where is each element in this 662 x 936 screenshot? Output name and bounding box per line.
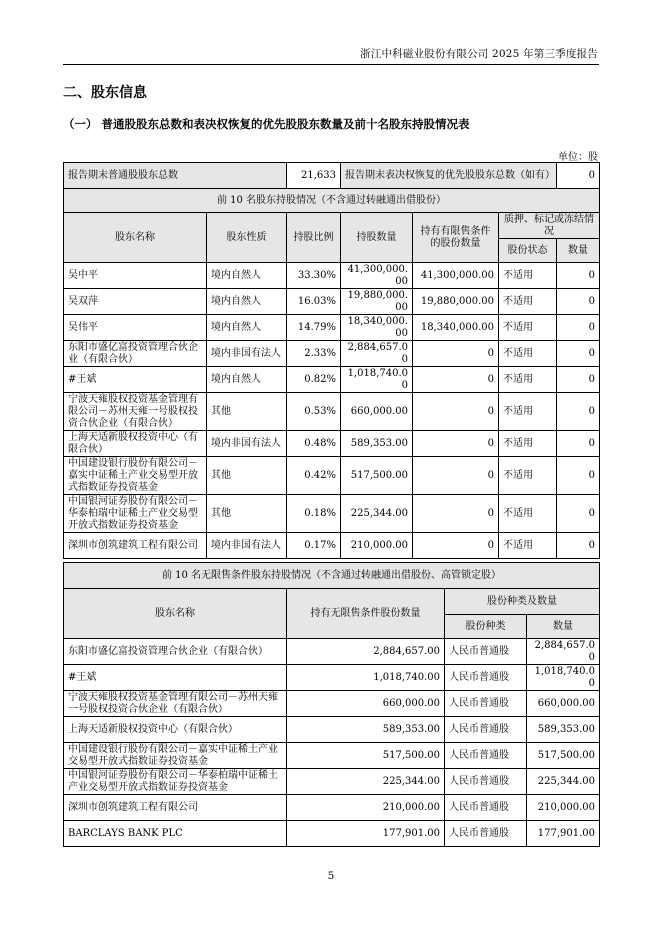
- summary-row: [64, 163, 600, 189]
- pledge-qty: 0: [557, 457, 600, 495]
- top10-header-row: [64, 213, 600, 239]
- report-header: 浙江中科磁业股份有限公司 2025 年第三季度报告: [360, 48, 598, 60]
- restricted-count: 0: [413, 533, 499, 559]
- unrestricted-count: 517,500.00: [287, 743, 445, 769]
- pledge-status: 不适用: [499, 533, 557, 559]
- unrestricted-band: 前 10 名无限售条件股东持股情况（不含通过转融通出借股份、高管锁定股）: [64, 563, 600, 589]
- pledge-qty: 0: [557, 263, 600, 289]
- restricted-count: 0: [413, 367, 499, 393]
- table-row: [64, 639, 600, 665]
- table-row: [64, 457, 600, 495]
- col-header-name: 股东名称: [64, 213, 207, 263]
- unrestricted-header-row: [64, 589, 600, 615]
- shareholder-nature: 境内非国有法人: [207, 533, 287, 559]
- share-qty: 517,500.00: [527, 743, 600, 769]
- holding-count: 1,018,740.00: [341, 367, 413, 393]
- share-qty: 210,000.00: [527, 795, 600, 821]
- common-holders-label: 报告期末普通股股东总数: [64, 163, 287, 189]
- shareholder-name: 中国银河证券股份有限公司－华泰柏瑞中证稀土产业交易型开放式指数证券投资基金: [64, 769, 287, 795]
- shareholder-nature: 境内自然人: [207, 263, 287, 289]
- holding-ratio: 16.03%: [287, 289, 341, 315]
- unrestricted-band-row: [64, 563, 600, 589]
- share-qty: 2,884,657.00: [527, 639, 600, 665]
- pledge-status: 不适用: [499, 393, 557, 431]
- pledge-status: 不适用: [499, 431, 557, 457]
- col-header-type: 股份种类: [445, 615, 527, 639]
- share-type: 人民币普通股: [445, 769, 527, 795]
- holding-ratio: 0.42%: [287, 457, 341, 495]
- unrestricted-shareholders-table: [63, 562, 600, 847]
- shareholder-name: #王斌: [64, 665, 287, 691]
- holding-ratio: 0.82%: [287, 367, 341, 393]
- col-header-status: 股份状态: [499, 239, 557, 263]
- holding-ratio: 0.18%: [287, 495, 341, 533]
- share-type: 人民币普通股: [445, 821, 527, 847]
- table-row: [64, 263, 600, 289]
- table-row: [64, 533, 600, 559]
- table-row: [64, 743, 600, 769]
- pledge-status: 不适用: [499, 495, 557, 533]
- pledge-qty: 0: [557, 315, 600, 341]
- table-row: [64, 367, 600, 393]
- col-header-type-group: 股份种类及数量: [445, 589, 600, 615]
- pledge-status: 不适用: [499, 367, 557, 393]
- shareholder-nature: 境内自然人: [207, 315, 287, 341]
- table-row: [64, 821, 600, 847]
- page-number: 5: [327, 870, 335, 882]
- shareholder-name: 吴中平: [64, 263, 207, 289]
- holding-ratio: 2.33%: [287, 341, 341, 367]
- col-header-name: 股东名称: [64, 589, 287, 639]
- col-header-restricted: 持有有限售条件的股份数量: [413, 213, 499, 263]
- share-type: 人民币普通股: [445, 639, 527, 665]
- shareholder-name: 吴双萍: [64, 289, 207, 315]
- shareholder-name: 宁波天雍股权投资基金管理有限公司－苏州天雍一号股权投资合伙企业（有限合伙）: [64, 691, 287, 717]
- share-type: 人民币普通股: [445, 743, 527, 769]
- shareholder-name: 吴伟平: [64, 315, 207, 341]
- unrestricted-count: 2,884,657.00: [287, 639, 445, 665]
- holding-count: 660,000.00: [341, 393, 413, 431]
- table-row: [64, 717, 600, 743]
- top10-band: 前 10 名股东持股情况（不含通过转融通出借股份）: [64, 189, 600, 213]
- shareholder-name: 东阳市盛亿富投资管理合伙企业（有限合伙）: [64, 341, 207, 367]
- shareholder-nature: 境内非国有法人: [207, 431, 287, 457]
- pledge-qty: 0: [557, 289, 600, 315]
- shareholder-name: 东阳市盛亿富投资管理合伙企业（有限合伙）: [64, 639, 287, 665]
- pledge-qty: 0: [557, 495, 600, 533]
- shareholder-name: 中国建设银行股份有限公司－嘉实中证稀土产业交易型开放式指数证券投资基金: [64, 457, 207, 495]
- section-subtitle: （一） 普通股股东总数和表决权恢复的优先股股东数量及前十名股东持股情况表: [63, 117, 470, 131]
- table-row: [64, 341, 600, 367]
- holding-count: 2,884,657.00: [341, 341, 413, 367]
- pledge-status: 不适用: [499, 457, 557, 495]
- shareholder-nature: 境内非国有法人: [207, 341, 287, 367]
- preferred-holders-label: 报告期末表决权恢复的优先股股东总数（如有）: [341, 163, 557, 189]
- col-header-qty: 数量: [527, 615, 600, 639]
- pledge-status: 不适用: [499, 341, 557, 367]
- holding-ratio: 33.30%: [287, 263, 341, 289]
- holding-ratio: 0.17%: [287, 533, 341, 559]
- unrestricted-count: 1,018,740.00: [287, 665, 445, 691]
- share-qty: 1,018,740.00: [527, 665, 600, 691]
- holding-count: 18,340,000.00: [341, 315, 413, 341]
- share-qty: 225,344.00: [527, 769, 600, 795]
- common-holders-value: 21,633: [287, 163, 341, 189]
- pledge-status: 不适用: [499, 263, 557, 289]
- share-type: 人民币普通股: [445, 795, 527, 821]
- share-type: 人民币普通股: [445, 665, 527, 691]
- unrestricted-count: 589,353.00: [287, 717, 445, 743]
- table-row: [64, 665, 600, 691]
- top10-shareholders-table: [63, 162, 600, 559]
- restricted-count: 0: [413, 393, 499, 431]
- preferred-holders-value: 0: [557, 163, 600, 189]
- unrestricted-count: 177,901.00: [287, 821, 445, 847]
- top10-band-row: [64, 189, 600, 213]
- restricted-count: 18,340,000.00: [413, 315, 499, 341]
- pledge-qty: 0: [557, 367, 600, 393]
- holding-count: 41,300,000.00: [341, 263, 413, 289]
- holding-ratio: 0.48%: [287, 431, 341, 457]
- table-row: [64, 691, 600, 717]
- share-qty: 177,901.00: [527, 821, 600, 847]
- col-header-pledge: 质押、标记或冻结情况: [499, 213, 600, 239]
- pledge-qty: 0: [557, 431, 600, 457]
- holding-count: 19,880,000.00: [341, 289, 413, 315]
- shareholder-name: #王斌: [64, 367, 207, 393]
- shareholder-nature: 其他: [207, 393, 287, 431]
- shareholder-nature: 境内自然人: [207, 367, 287, 393]
- restricted-count: 0: [413, 341, 499, 367]
- col-header-nature: 股东性质: [207, 213, 287, 263]
- restricted-count: 0: [413, 431, 499, 457]
- restricted-count: 19,880,000.00: [413, 289, 499, 315]
- shareholder-name: 中国建设银行股份有限公司－嘉实中证稀土产业交易型开放式指数证券投资基金: [64, 743, 287, 769]
- table-row: [64, 289, 600, 315]
- unrestricted-count: 225,344.00: [287, 769, 445, 795]
- shareholder-name: 深圳市创筑建筑工程有限公司: [64, 533, 207, 559]
- table-row: [64, 769, 600, 795]
- shareholder-name: 宁波天雍股权投资基金管理有限公司－苏州天雍一号股权投资合伙企业（有限合伙）: [64, 393, 207, 431]
- shareholder-nature: 境内自然人: [207, 289, 287, 315]
- pledge-qty: 0: [557, 393, 600, 431]
- share-type: 人民币普通股: [445, 717, 527, 743]
- restricted-count: 41,300,000.00: [413, 263, 499, 289]
- unit-label: 单位：股: [558, 152, 598, 163]
- holding-count: 210,000.00: [341, 533, 413, 559]
- shareholder-name: BARCLAYS BANK PLC: [64, 821, 287, 847]
- unrestricted-count: 210,000.00: [287, 795, 445, 821]
- table-row: [64, 431, 600, 457]
- col-header-qty: 数量: [557, 239, 600, 263]
- pledge-qty: 0: [557, 533, 600, 559]
- table-row: [64, 495, 600, 533]
- share-type: 人民币普通股: [445, 691, 527, 717]
- holding-ratio: 0.53%: [287, 393, 341, 431]
- share-qty: 660,000.00: [527, 691, 600, 717]
- shareholder-name: 上海天适新股权投资中心（有限合伙）: [64, 717, 287, 743]
- unrestricted-count: 660,000.00: [287, 691, 445, 717]
- shareholder-name: 中国银河证券股份有限公司－华泰柏瑞中证稀土产业交易型开放式指数证券投资基金: [64, 495, 207, 533]
- col-header-count: 持股数量: [341, 213, 413, 263]
- col-header-held: 持有无限售条件股份数量: [287, 589, 445, 639]
- pledge-status: 不适用: [499, 289, 557, 315]
- table-row: [64, 315, 600, 341]
- shareholder-name: 深圳市创筑建筑工程有限公司: [64, 795, 287, 821]
- section-title: 二、股东信息: [63, 85, 147, 101]
- shareholder-nature: 其他: [207, 457, 287, 495]
- shareholder-nature: 其他: [207, 495, 287, 533]
- holding-ratio: 14.79%: [287, 315, 341, 341]
- holding-count: 225,344.00: [341, 495, 413, 533]
- table-row: [64, 795, 600, 821]
- restricted-count: 0: [413, 457, 499, 495]
- holding-count: 517,500.00: [341, 457, 413, 495]
- pledge-status: 不适用: [499, 315, 557, 341]
- shareholder-name: 上海天适新股权投资中心（有限合伙）: [64, 431, 207, 457]
- holding-count: 589,353.00: [341, 431, 413, 457]
- share-qty: 589,353.00: [527, 717, 600, 743]
- table-row: [64, 393, 600, 431]
- pledge-qty: 0: [557, 341, 600, 367]
- header-rule: [63, 64, 599, 65]
- col-header-ratio: 持股比例: [287, 213, 341, 263]
- restricted-count: 0: [413, 495, 499, 533]
